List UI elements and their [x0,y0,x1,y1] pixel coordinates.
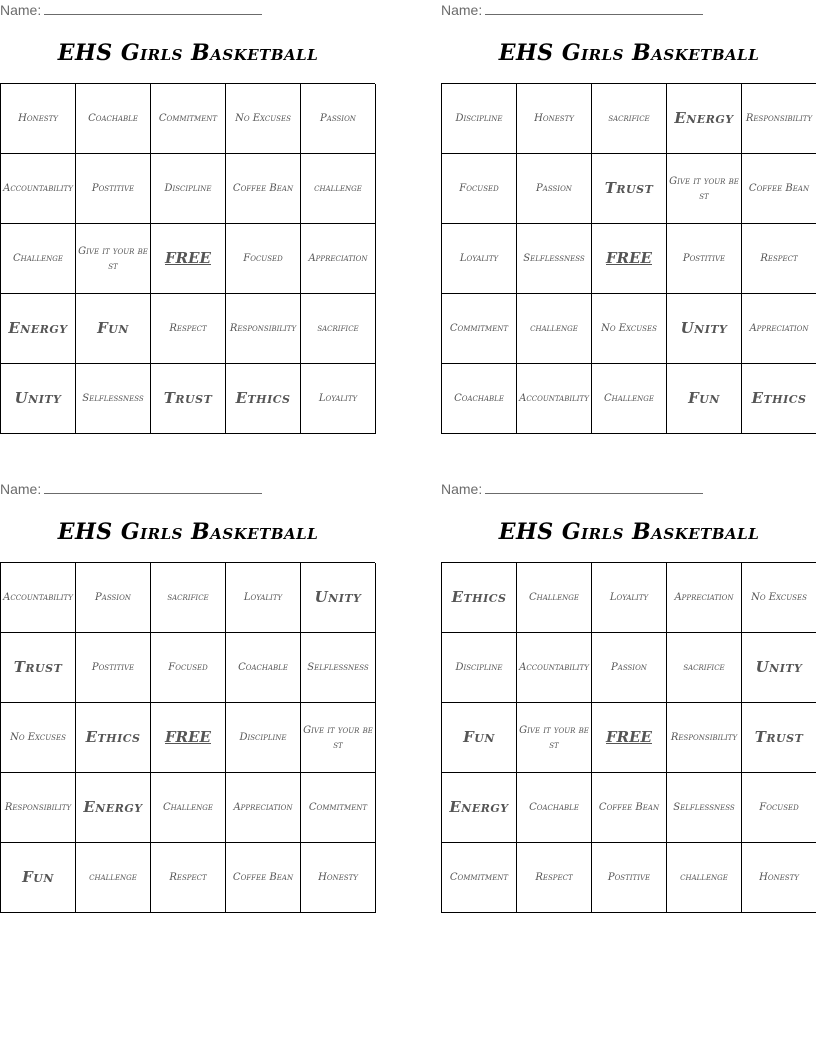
bingo-cell[interactable]: Passion [76,563,151,633]
bingo-cell[interactable]: Unity [742,633,816,703]
name-underline[interactable] [44,481,262,494]
name-field [441,2,711,20]
bingo-cell[interactable]: Respect [742,224,816,294]
name-label: Name: [0,481,42,497]
bingo-cell[interactable]: Trust [1,633,76,703]
bingo-cell[interactable]: No Excuses [226,84,301,154]
bingo-cell[interactable]: Fun [667,364,742,434]
bingo-cell[interactable]: No Excuses [742,563,816,633]
card-title: EHS Girls Basketball [57,519,319,545]
bingo-cell[interactable]: Focused [151,633,226,703]
bingo-cell[interactable]: challenge [301,154,376,224]
bingo-cell[interactable]: Responsibility [226,294,301,364]
bingo-cell[interactable]: Focused [442,154,517,224]
bingo-cell[interactable]: Give it your best [517,703,592,773]
bingo-cell[interactable]: Appreciation [742,294,816,364]
bingo-cell[interactable]: Unity [301,563,376,633]
bingo-cell[interactable]: challenge [517,294,592,364]
bingo-cell[interactable]: Coffee Bean [226,154,301,224]
bingo-cell[interactable]: sacrifice [301,294,376,364]
bingo-cell[interactable]: challenge [667,843,742,913]
bingo-cell[interactable]: Fun [1,843,76,913]
bingo-cell[interactable]: Loyality [592,563,667,633]
bingo-cell[interactable]: Postitive [76,633,151,703]
bingo-cell[interactable]: sacrifice [151,563,226,633]
bingo-cell[interactable]: No Excuses [1,703,76,773]
card-title: EHS Girls Basketball [57,40,319,66]
bingo-cell[interactable]: Commitment [151,84,226,154]
bingo-cell[interactable]: Energy [667,84,742,154]
bingo-cell[interactable]: Coffee Bean [226,843,301,913]
free-space[interactable]: FREE [592,703,667,773]
bingo-cell[interactable]: Challenge [592,364,667,434]
bingo-cell[interactable]: Challenge [517,563,592,633]
bingo-cell[interactable]: Discipline [151,154,226,224]
bingo-cell[interactable]: Accountability [517,364,592,434]
bingo-cell[interactable]: Coachable [226,633,301,703]
bingo-cell[interactable]: Coachable [442,364,517,434]
bingo-cell[interactable]: Selflessness [667,773,742,843]
bingo-cell[interactable]: Passion [301,84,376,154]
bingo-cell[interactable]: Loyality [226,563,301,633]
bingo-cell[interactable]: Loyality [301,364,376,434]
bingo-cell[interactable]: Energy [1,294,76,364]
free-space[interactable]: FREE [151,224,226,294]
bingo-cell[interactable]: Coachable [76,84,151,154]
bingo-cell[interactable]: Fun [442,703,517,773]
bingo-cell[interactable]: No Excuses [592,294,667,364]
bingo-cell[interactable]: Appreciation [667,563,742,633]
bingo-cell[interactable]: sacrifice [592,84,667,154]
bingo-cell[interactable]: Focused [742,773,816,843]
bingo-cell[interactable]: Selflessness [76,364,151,434]
bingo-cell[interactable]: Responsibility [742,84,816,154]
bingo-cell[interactable]: challenge [76,843,151,913]
bingo-cell[interactable]: Ethics [442,563,517,633]
bingo-grid [441,562,816,913]
name-field [441,481,711,499]
name-label: Name: [0,2,42,18]
bingo-cell[interactable]: Honesty [1,84,76,154]
name-field [0,2,270,20]
bingo-cell[interactable]: Coachable [517,773,592,843]
bingo-cell[interactable]: Ethics [76,703,151,773]
bingo-cell[interactable]: Selflessness [301,633,376,703]
bingo-cell[interactable]: Energy [442,773,517,843]
bingo-cell[interactable]: Honesty [517,84,592,154]
bingo-cell[interactable]: Fun [76,294,151,364]
bingo-cell[interactable]: Trust [151,364,226,434]
bingo-cell[interactable]: Selflessness [517,224,592,294]
name-field [0,481,270,499]
bingo-cell[interactable]: Energy [76,773,151,843]
bingo-cell[interactable]: Commitment [301,773,376,843]
free-space[interactable]: FREE [151,703,226,773]
bingo-cell[interactable]: Trust [742,703,816,773]
bingo-cell[interactable]: Accountability [1,563,76,633]
bingo-grid [441,83,816,434]
bingo-cell[interactable]: sacrifice [667,633,742,703]
bingo-cell[interactable]: Postitive [667,224,742,294]
bingo-cell[interactable]: Discipline [226,703,301,773]
bingo-cell[interactable]: Passion [517,154,592,224]
bingo-cell[interactable]: Respect [151,843,226,913]
bingo-cell[interactable]: Discipline [442,84,517,154]
card-title: EHS Girls Basketball [498,40,760,66]
bingo-cell[interactable]: Respect [517,843,592,913]
bingo-cell[interactable]: Challenge [151,773,226,843]
bingo-cell[interactable]: Accountability [1,154,76,224]
bingo-cell[interactable]: Commitment [442,843,517,913]
bingo-grid [0,83,375,434]
bingo-cell[interactable]: Unity [667,294,742,364]
bingo-cell[interactable]: Coffee Bean [742,154,816,224]
name-underline[interactable] [485,481,703,494]
bingo-cell[interactable]: Honesty [742,843,816,913]
bingo-cell[interactable]: Appreciation [301,224,376,294]
bingo-cell[interactable]: Appreciation [226,773,301,843]
bingo-cell[interactable]: Commitment [442,294,517,364]
bingo-cell[interactable]: Responsibility [1,773,76,843]
bingo-cell[interactable]: Discipline [442,633,517,703]
name-underline[interactable] [44,2,262,15]
bingo-cell[interactable]: Passion [592,633,667,703]
name-label: Name: [441,2,483,18]
bingo-cell[interactable]: Focused [226,224,301,294]
bingo-cell[interactable]: Coffee Bean [592,773,667,843]
bingo-cell[interactable]: Postitive [592,843,667,913]
bingo-cell[interactable]: Give it your best [301,703,376,773]
bingo-cell[interactable]: Give it your best [667,154,742,224]
bingo-cell[interactable]: Challenge [1,224,76,294]
bingo-cell[interactable]: Loyality [442,224,517,294]
name-label: Name: [441,481,483,497]
bingo-cell[interactable]: Postitive [76,154,151,224]
bingo-grid [0,562,375,913]
name-underline[interactable] [485,2,703,15]
bingo-cell[interactable]: Ethics [226,364,301,434]
bingo-cell[interactable]: Unity [1,364,76,434]
bingo-cell[interactable]: Trust [592,154,667,224]
bingo-cell[interactable]: Give it your best [76,224,151,294]
bingo-cell[interactable]: Responsibility [667,703,742,773]
free-space[interactable]: FREE [592,224,667,294]
bingo-cell[interactable]: Ethics [742,364,816,434]
bingo-cell[interactable]: Honesty [301,843,376,913]
bingo-cell[interactable]: Respect [151,294,226,364]
card-title: EHS Girls Basketball [498,519,760,545]
bingo-cell[interactable]: Accountability [517,633,592,703]
